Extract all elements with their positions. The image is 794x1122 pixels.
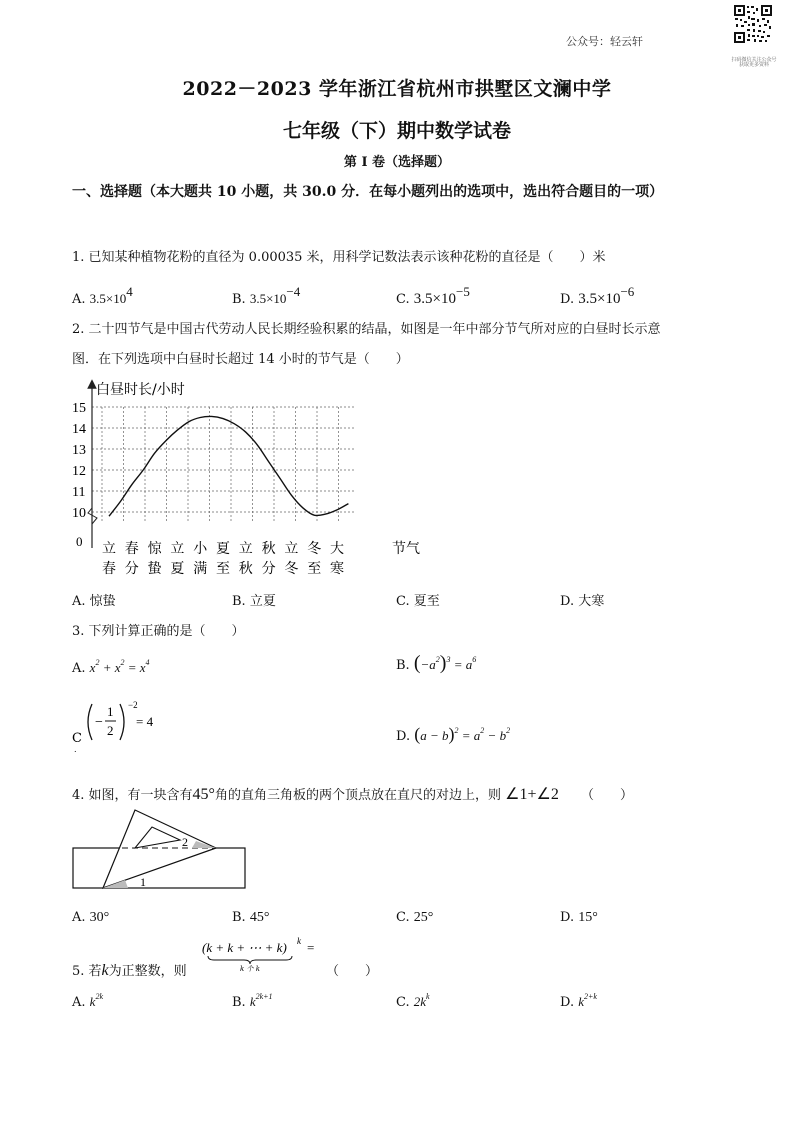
right-paren	[120, 704, 124, 740]
x-category-char: 春	[102, 561, 116, 577]
x-category-char: 夏	[216, 541, 230, 557]
minus-sign: −	[95, 715, 103, 730]
x-category-char: 冬	[284, 561, 299, 577]
q4-c-val: 25°	[413, 910, 434, 925]
x-category-char: 满	[193, 561, 208, 577]
q5-c-formula: $2k^k$	[413, 992, 430, 1009]
x-category-char: 秋	[238, 561, 253, 577]
q5-outer-exp: k	[297, 936, 301, 946]
x-category-char: 大	[330, 541, 344, 557]
exam-title-line2: 七年级（下）期中数学试卷	[282, 120, 511, 142]
origin-label: 0	[76, 534, 83, 549]
option-letter: A.	[72, 661, 86, 676]
q1-a-base: 3.5×10	[89, 291, 127, 306]
q1-option-b	[232, 284, 300, 307]
x-category-char: 寒	[330, 561, 344, 577]
q2-option-b: B. 立夏	[232, 594, 276, 609]
q1-b-exp: −4	[286, 284, 301, 299]
x-category-char: 蛰	[147, 561, 162, 577]
x-category-char: 立	[284, 541, 299, 557]
q3-stem: 3. 下列计算正确的是（ ）	[72, 624, 245, 639]
x-category-char: 春	[124, 541, 139, 557]
q5-expression	[200, 934, 330, 974]
y-tick-labels	[72, 401, 86, 521]
q5-stem-end: （ ）	[326, 964, 379, 979]
q2-option-d: D. 大寒	[560, 594, 605, 609]
x-category-char: 立	[102, 541, 116, 557]
fraction-numerator: 1	[107, 704, 114, 719]
q3-option-a	[72, 658, 150, 676]
q4-stem-post: 角的直角三角板的两个顶点放在直尺的对边上，则	[214, 788, 501, 803]
stray-dot: .	[74, 745, 77, 752]
option-letter: A.	[72, 995, 86, 1010]
q5-a-formula: $k^{2k}$	[89, 992, 104, 1009]
x-category-char: 夏	[170, 561, 185, 577]
q5-d-formula: $k^{2+k}$	[578, 992, 597, 1009]
q1-d-base: 3.5×10	[578, 291, 621, 307]
q5-option-c	[396, 992, 430, 1010]
option-letter: D.	[560, 292, 575, 307]
option-letter: C.	[396, 292, 410, 307]
q5-option-d	[560, 992, 597, 1010]
q3-option-b	[396, 652, 476, 675]
q4-stem-eq: ∠1+∠2	[505, 786, 559, 803]
option-letter: B.	[232, 910, 246, 925]
q2-stem-line1: 2. 二十四节气是中国古代劳动人民长期经验积累的结晶，如图是一年中部分节气所对应的白昼时长示意	[72, 322, 661, 337]
fraction-denominator: 2	[107, 723, 114, 738]
q4-option-b	[232, 910, 269, 926]
qr-code-image	[733, 4, 773, 44]
x-category-char: 至	[307, 561, 322, 577]
x-category-char: 立	[238, 541, 253, 557]
q5-option-b	[232, 992, 273, 1010]
option-letter: D.	[396, 729, 411, 744]
x-category-char: 秋	[261, 541, 276, 557]
q1-stem: 1. 已知某种植物花粉的直径为 0.00035 米，用科学记数法表示该种花粉的直径是（ ）米	[72, 250, 606, 265]
option-letter: B.	[396, 658, 410, 673]
option-letter: C.	[396, 995, 410, 1010]
q3-d-formula: $(a - b)^2 = a^2 - b^2$	[414, 724, 511, 744]
x-category-char: 立	[170, 541, 185, 557]
q4-stem-pre: 4. 如图，有一块含有	[72, 788, 193, 803]
qr-caption: 扫码微信关注公众号 获取更多资料	[731, 57, 777, 68]
q1-a-exp: 4	[126, 284, 133, 299]
q4-b-val: 45°	[249, 910, 270, 925]
x-category-char: 惊	[147, 541, 162, 557]
underbrace	[208, 956, 292, 964]
q2-option-a: A. 惊蛰	[72, 594, 116, 609]
q4-option-c	[396, 910, 433, 926]
option-letter: A.	[72, 910, 86, 925]
q5-equals: =	[307, 940, 315, 955]
y-tick-label: 11	[72, 485, 86, 500]
brace-label: k 个 k	[240, 965, 260, 973]
option-letter: B.	[232, 995, 246, 1010]
exponent: −2	[128, 700, 138, 710]
q1-option-d	[560, 284, 634, 308]
chart-grid	[92, 407, 356, 523]
angle2-label: 2	[182, 835, 188, 849]
y-axis-label: 白昼时长/小时	[96, 382, 185, 398]
q5-sum: (k + k + ⋯ + k)	[202, 940, 287, 955]
q4-figure	[72, 806, 252, 892]
q2-option-c: C. 夏至	[396, 594, 440, 609]
q4-stem	[72, 784, 633, 804]
q3-a-formula: $x^2 + x^2 = x^4$	[89, 658, 150, 675]
q4-stem-end: （ ）	[580, 788, 633, 803]
left-paren	[88, 704, 92, 740]
y-tick-label: 15	[72, 401, 86, 416]
q1-d-exp: −6	[620, 284, 635, 299]
q1-b-base: 3.5×10	[249, 291, 287, 306]
q4-a-val: 30°	[89, 910, 110, 925]
option-letter: D.	[560, 995, 575, 1010]
exam-title-line1: 2022－2023 学年浙江省杭州市拱墅区文澜中学	[182, 78, 612, 100]
q3-b-formula: $(-a^2)^3 = a^6$	[413, 652, 477, 674]
q3-option-d	[396, 724, 510, 745]
y-tick-label: 13	[72, 443, 86, 458]
q5-stem-mid: 为正整数，则	[108, 964, 187, 979]
q1-c-base: 3.5×10	[413, 291, 456, 307]
x-category-char: 冬	[307, 541, 322, 557]
q5-option-a	[72, 992, 103, 1010]
daylight-chart	[72, 376, 432, 582]
q5-stem-k: k	[101, 962, 109, 979]
angle1-label: 1	[140, 875, 146, 889]
q3-option-c	[72, 696, 192, 752]
option-letter: C	[72, 731, 82, 746]
section-heading: 一、选择题（本大题共 10 小题，共 30.0 分．在每小题列出的选项中，选出符合题目的一项）	[72, 184, 664, 200]
y-tick-label: 12	[72, 464, 86, 479]
x-category-char: 至	[216, 561, 230, 577]
q2-stem-line2: 图．在下列选项中白昼时长超过 14 小时的节气是（ ）	[72, 352, 409, 367]
q1-option-c	[396, 284, 470, 308]
x-category-char: 分	[124, 561, 139, 577]
q4-d-val: 15°	[578, 910, 598, 925]
x-axis-label: 节气	[392, 541, 420, 557]
q4-option-d	[560, 910, 598, 926]
volume-title: 第 I 卷（选择题）	[343, 155, 451, 170]
q4-option-a	[72, 910, 109, 926]
equals-result: = 4	[136, 714, 154, 729]
q1-option-a	[72, 284, 133, 307]
q1-c-exp: −5	[455, 284, 470, 299]
option-letter: B.	[232, 292, 246, 307]
x-category-char: 分	[261, 561, 276, 577]
option-letter: D.	[560, 910, 575, 925]
option-letter: C.	[396, 910, 410, 925]
wechat-account-label: 公众号：轻云轩	[566, 35, 643, 48]
q5-stem-pre: 5. 若	[72, 964, 102, 979]
y-tick-label: 14	[72, 422, 86, 437]
option-letter: A.	[72, 292, 86, 307]
x-category-char: 小	[193, 541, 208, 557]
x-category-labels	[102, 540, 344, 577]
y-tick-label: 10	[72, 506, 86, 521]
q4-stem-deg: 45°	[192, 786, 215, 803]
q5-stem	[72, 960, 187, 980]
q5-b-formula: $k^{2k+1}$	[249, 992, 273, 1009]
